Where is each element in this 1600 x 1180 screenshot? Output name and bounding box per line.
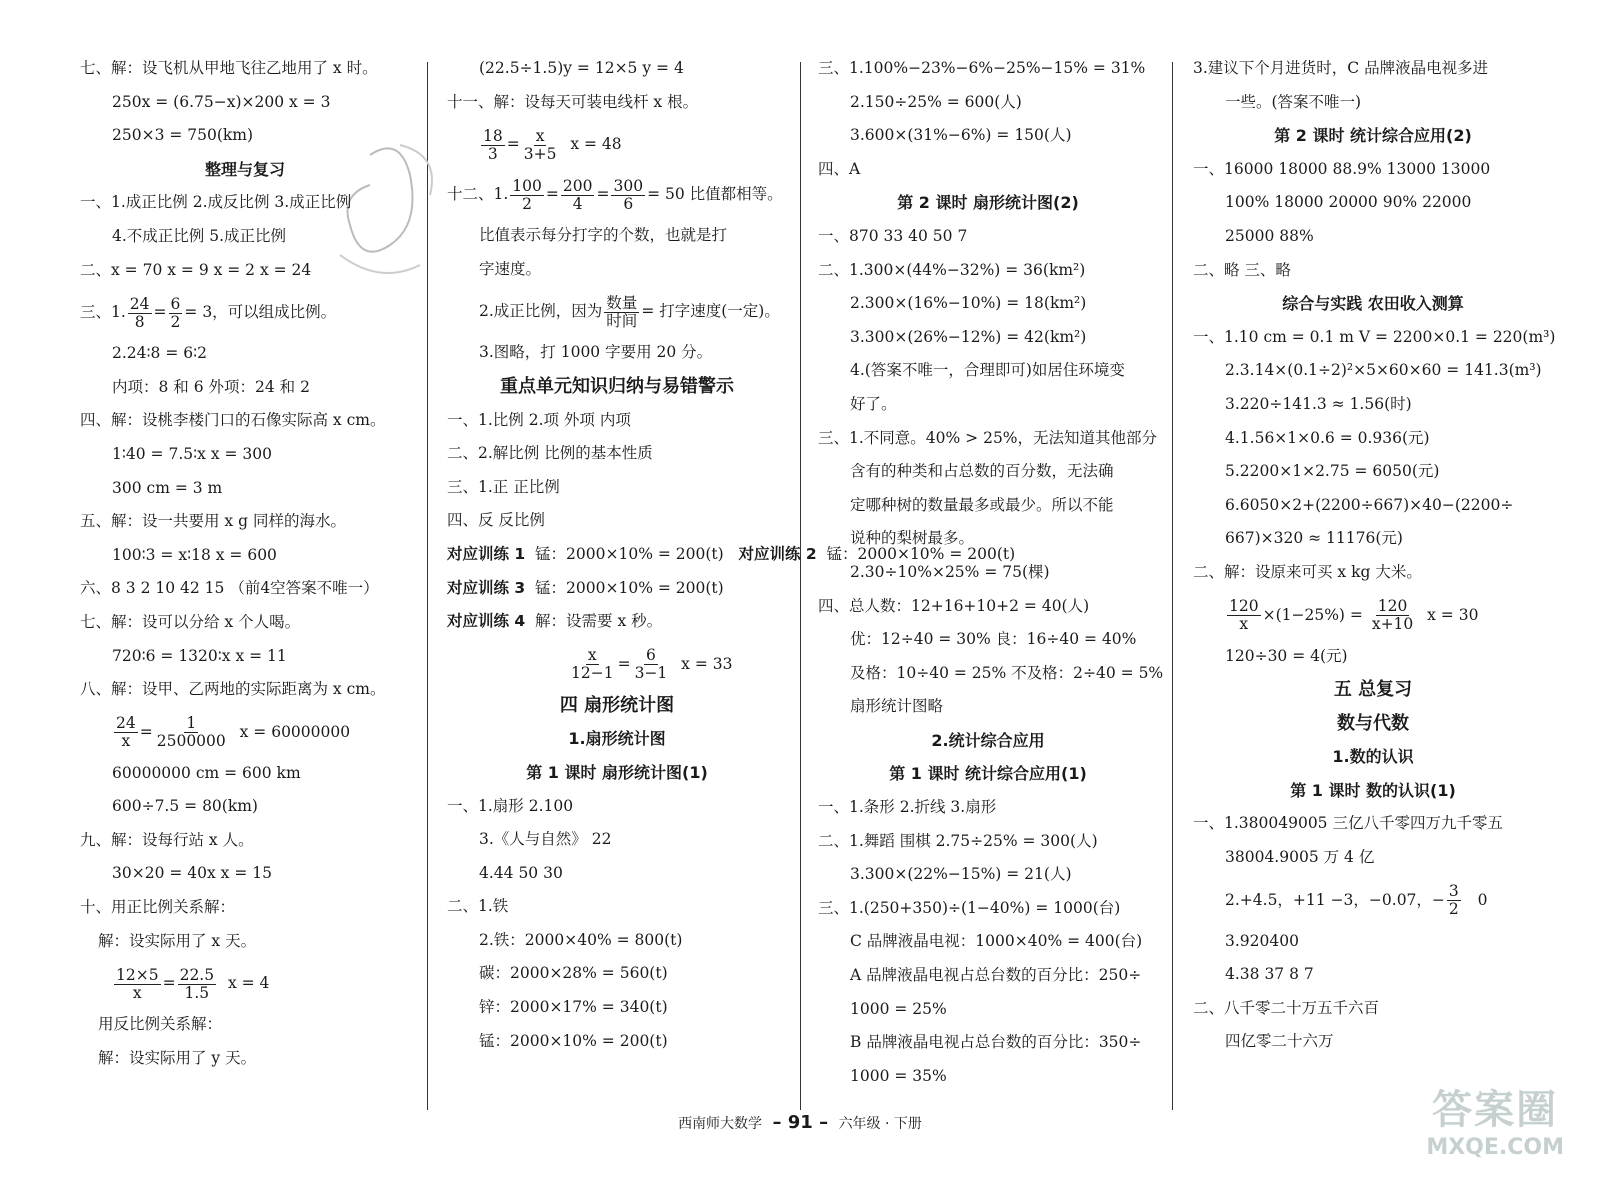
chapter-heading: 五 总复习 xyxy=(1333,679,1413,701)
fraction xyxy=(522,128,559,163)
answer-line: 六、8 3 2 10 42 15 （前4空答案不唯一） xyxy=(80,579,379,598)
section-heading: 1.数的认识 xyxy=(1332,747,1414,767)
answer-line: 三、1.不同意。40% > 25%，无法知道其他部分 xyxy=(818,428,1158,447)
answer-line: 38004.9005 万 4 亿 xyxy=(1225,848,1375,867)
fraction xyxy=(114,967,161,1002)
answer-line: 三、1. $\frac{24}{8}$ = $\frac{6}{2}$ = 3，可以组成比例。 xyxy=(80,294,337,331)
watermark-text: 答案圈 xyxy=(1432,1087,1559,1133)
answer-line: 好了。 xyxy=(850,394,897,413)
answer-line: 二、1.铁 xyxy=(447,897,509,916)
cross-mark: 锰：2000×10% = 200(t) xyxy=(535,544,724,563)
cross-mark: 锰：2000×10% = 200(t) xyxy=(826,544,1016,563)
answer-line: 比值表示每分打字的个数，也就是打 xyxy=(479,226,728,245)
answer-line: 九、解：设每行站 x 人。 xyxy=(80,830,254,849)
answer-line: 30×20 = 40x x = 15 xyxy=(112,864,272,883)
numerator: 22.5 xyxy=(179,965,215,984)
answer-line: 25000 88% xyxy=(1225,226,1314,245)
fraction xyxy=(114,715,138,750)
answer-text: x = 48 xyxy=(570,135,622,154)
answer-text: = 打字速度(一定)。 xyxy=(641,302,780,321)
item-label: 三、1. xyxy=(80,303,126,322)
answer-line: 100∶3 = x∶18 x = 600 xyxy=(112,545,277,564)
answer-line: 250×3 = 750(km) xyxy=(112,126,254,145)
answer-line xyxy=(1193,875,1553,925)
denominator: x xyxy=(121,732,131,751)
numerator: x xyxy=(587,646,597,665)
numerator: x xyxy=(535,126,545,145)
answer-line: 一、870 33 40 50 7 xyxy=(818,226,968,245)
answer-line: 解：设实际用了 x 天。 xyxy=(98,931,257,950)
answer-line: 二、2.解比例 比例的基本性质 xyxy=(447,444,653,463)
denominator: 1.5 xyxy=(184,983,210,1002)
answer-line: 锰：2000×10% = 200(t) xyxy=(479,1031,668,1050)
answer-line: 说种的梨树最多。 xyxy=(850,529,975,548)
answer-line: 300 cm = 3 m xyxy=(112,478,223,497)
answer-line: 一、1.扇形 2.100 xyxy=(447,796,574,815)
answer-line: B 品牌液晶电视占总台数的百分比：350÷ xyxy=(850,1033,1142,1052)
denominator: x xyxy=(132,983,142,1002)
answer-line: 2.150÷25% = 600(人) xyxy=(850,92,1022,111)
answer-line: 二、八千零二十万五千六百 xyxy=(1193,998,1380,1017)
answer-line: 含有的种类和占总数的百分数，无法确 xyxy=(850,462,1114,481)
answer-line: 4.44 50 30 xyxy=(479,863,563,882)
answer-line: 一、1.380049005 三亿八千零四万九千零五 xyxy=(1193,814,1503,833)
denominator: 8 xyxy=(134,312,145,331)
answer-line: 及格：10÷40 = 25% 不及格：2÷40 = 5% xyxy=(850,663,1164,682)
answer-line: 二、1.舞蹈 围棋 2.75÷25% = 300(人) xyxy=(818,831,1098,850)
answer-line: 十一、解：设每天可装电线杆 x 根。 xyxy=(447,92,699,111)
answer-line: 1∶40 = 7.5∶x x = 300 xyxy=(112,444,272,463)
training-label: 对应训练 1 xyxy=(447,544,526,563)
section-heading: 综合与实践 农田收入测算 xyxy=(1282,294,1464,314)
fraction xyxy=(510,178,544,213)
answer-line: 优：12÷40 = 30% 良：16÷40 = 40% xyxy=(850,630,1137,649)
answer-line: 十二、1. $\frac{100}{2}$ = $\frac{200}{4}$ = $\frac{300}{6}$ = 50 比值都相等。 xyxy=(447,176,783,213)
answer-line: A 品牌液晶电视占总台数的百分比：250÷ xyxy=(850,966,1142,985)
column-divider xyxy=(1172,62,1173,1110)
numerator: 3 xyxy=(1448,882,1459,901)
answer-line: 四、总人数：12+16+10+2 = 40(人) xyxy=(818,596,1090,615)
answer-line xyxy=(1193,590,1553,640)
denominator: 2500000 xyxy=(156,732,226,751)
numerator: 100 xyxy=(512,176,542,195)
answer-line: 2.24∶8 = 6∶2 xyxy=(112,344,208,363)
numerator: 1 xyxy=(186,714,197,733)
answer-line: 一、1.比例 2.项 外项 内项 xyxy=(447,410,631,429)
answer-line: 250x = (6.75−x)×200 x = 3 xyxy=(112,92,331,111)
answer-line: 四、反 反比例 xyxy=(447,511,545,530)
answer-line xyxy=(447,605,787,639)
answer-line: 2.3.14×(0.1÷2)²×5×60×60 = 141.3(m³) xyxy=(1225,361,1542,380)
answer-line: $\frac{x}{12-1}$ = $\frac{6}{3-1}$ x = 33 xyxy=(571,646,733,683)
answer-line: 60000000 cm = 600 km xyxy=(112,763,301,782)
fraction xyxy=(178,967,217,1002)
denominator: 12−1 xyxy=(571,664,614,683)
fraction xyxy=(561,178,595,213)
denominator: 4 xyxy=(572,194,583,213)
answer-line: 3.920400 xyxy=(1225,931,1299,950)
answer-line: 定哪种树的数量最多或最少。所以不能 xyxy=(850,495,1114,514)
answer-line: 一、1.成正比例 2.成反比例 3.成正比例 xyxy=(80,193,352,212)
answer-line: 一些。(答案不唯一) xyxy=(1225,92,1362,111)
answer-line: 八、解：设甲、乙两地的实际距离为 x cm。 xyxy=(80,680,386,699)
answer-line: 6.6050×2+(2200÷667)×40−(2200÷ xyxy=(1225,495,1514,514)
answer-line: 一、1.10 cm = 0.1 m V = 2200×0.1 = 220(m³) xyxy=(1193,327,1556,346)
numerator: 200 xyxy=(562,176,593,195)
answer-line: $\frac{12\times 5}{x}$ = $\frac{22.5}{1.5}$ x = 4 xyxy=(116,965,270,1002)
lesson-heading: 第 2 课时 扇形统计图(2) xyxy=(897,193,1079,213)
answer-text: 2.成正比例，因为 xyxy=(479,302,603,321)
section-heading: 整理与复习 xyxy=(204,159,285,179)
answer-line: 四、A xyxy=(818,159,861,178)
answer-line: 三、1.正 正比例 xyxy=(447,477,560,496)
answer-line: 用反比例关系解： xyxy=(98,1015,223,1034)
answer-text: 2.+4.5，+11 −3，−0.07，− xyxy=(1225,890,1445,909)
numerator: 24 xyxy=(129,294,150,313)
fraction xyxy=(1227,598,1261,633)
answer-text: x = 30 xyxy=(1427,605,1479,624)
answer-column-1 xyxy=(80,52,410,1075)
watermark-url: MXQE.COM xyxy=(1426,1135,1564,1160)
answer-line: 扇形统计图略 xyxy=(850,697,944,716)
answer-line: 三、1.(250+350)÷(1−40%) = 1000(台) xyxy=(818,898,1121,917)
column-divider xyxy=(800,62,801,1110)
answer-text: = 3，可以组成比例。 xyxy=(184,303,337,322)
answer-line: 碳：2000×28% = 560(t) xyxy=(479,964,668,983)
denominator: 2 xyxy=(522,194,533,213)
publisher-label: 西南师大数学 xyxy=(678,1116,763,1132)
lesson-heading: 第 1 课时 数的认识(1) xyxy=(1290,780,1456,800)
denominator: 2 xyxy=(170,312,181,331)
lesson-heading: 第 1 课时 统计综合应用(1) xyxy=(889,764,1087,784)
answer-line: 667)×320 ≈ 11176(元) xyxy=(1225,529,1403,548)
fraction xyxy=(611,178,645,213)
answer-line xyxy=(447,286,787,336)
numerator: 12×5 xyxy=(116,965,159,984)
answer-line: 解：设实际用了 y 天。 xyxy=(98,1048,257,1067)
answer-line: 四、解：设桃李楼门口的石像实际高 x cm。 xyxy=(80,411,386,430)
answer-line: 4.38 37 8 7 xyxy=(1225,965,1314,984)
answer-line: 5.2200×1×2.75 = 6050(元) xyxy=(1225,462,1440,481)
answer-line: 4.不成正比例 5.成正比例 xyxy=(112,226,287,245)
answer-column-4 xyxy=(1193,52,1556,1059)
answer-line: 字速度。 xyxy=(479,259,542,278)
answer-line: 一、16000 18000 88.9% 13000 13000 xyxy=(1193,159,1491,178)
numerator: 24 xyxy=(116,714,136,733)
answer-line: 3.220÷141.3 ≈ 1.56(时) xyxy=(1225,394,1412,413)
answer-line: 4.1.56×1×0.6 = 0.936(元) xyxy=(1225,428,1430,447)
denominator: x xyxy=(1239,615,1249,633)
fraction xyxy=(1370,598,1415,633)
answer-text: x = 60000000 xyxy=(239,722,351,741)
answer-line: 二、1.300×(44%−32%) = 36(km²) xyxy=(818,260,1086,279)
fraction xyxy=(128,296,152,331)
answer-line: $\frac{24}{x}$ = $\frac{1}{2500000}$ x = 60000000 xyxy=(116,714,351,751)
answer-line: 五、解：设一共要用 x g 同样的海水。 xyxy=(80,512,346,531)
answer-line: 3.建议下个月进货时，C 品牌液晶电视多进 xyxy=(1193,59,1489,77)
fraction xyxy=(604,295,639,330)
answer-text: 解：设需要 x 秒。 xyxy=(535,612,663,631)
numerator: 120 xyxy=(1377,597,1408,615)
fraction xyxy=(569,647,616,682)
item-label: 十二、1. xyxy=(447,185,509,204)
answer-line: 3.300×(26%−12%) = 42(km²) xyxy=(850,327,1087,346)
answer-line: 1000 = 25% xyxy=(850,999,947,1018)
answer-text: = 50 比值都相等。 xyxy=(647,185,783,204)
numerator: 6 xyxy=(646,646,656,665)
fraction xyxy=(1447,883,1461,918)
training-label: 对应训练 3 xyxy=(447,578,526,597)
answer-text: 0 xyxy=(1477,890,1488,909)
page-footer xyxy=(0,1112,1600,1133)
answer-line: 十、用正比例关系解： xyxy=(80,898,236,917)
answer-line: 2.铁：2000×40% = 800(t) xyxy=(479,930,683,949)
section-heading: 数与代数 xyxy=(1337,712,1409,734)
answer-line: $\frac{18}{3}$ = $\frac{x}{3+5}$ x = 48 xyxy=(483,126,622,163)
answer-line: 1000 = 35% xyxy=(850,1066,947,1085)
answer-line: 七、解：设可以分给 x 个人喝。 xyxy=(80,612,301,631)
numerator: 300 xyxy=(613,176,644,195)
answer-line: (22.5÷1.5)y = 12×5 y = 4 xyxy=(479,59,684,77)
answer-line: 2.300×(16%−10%) = 18(km²) xyxy=(850,294,1087,313)
lesson-heading: 第 1 课时 扇形统计图(1) xyxy=(526,762,708,782)
denominator: x+10 xyxy=(1371,615,1414,633)
section-heading: 2.统计综合应用 xyxy=(931,730,1045,750)
answer-line: 600÷7.5 = 80(km) xyxy=(112,797,258,816)
fraction xyxy=(633,647,670,682)
section-heading: 1.扇形统计图 xyxy=(568,729,666,749)
answer-line: 锌：2000×17% = 340(t) xyxy=(479,998,668,1017)
answer-line: 120÷30 = 4(元) xyxy=(1225,646,1348,665)
answer-line: 四亿零二十六万 xyxy=(1225,1032,1334,1051)
answer-line: 3.《人与自然》 22 xyxy=(479,830,612,849)
denominator: 时间 xyxy=(606,311,638,330)
grade-label: 六年级 · 下册 xyxy=(838,1116,922,1132)
answer-text: x = 33 xyxy=(681,654,733,673)
fraction xyxy=(169,296,183,331)
answer-line: 三、1.100%−23%−6%−25%−15% = 31% xyxy=(818,59,1146,77)
section-heading: 重点单元知识归纳与易错警示 xyxy=(500,375,734,397)
answer-line: 一、1.条形 2.折线 3.扇形 xyxy=(818,798,997,817)
page-number: – 91 – xyxy=(772,1112,829,1133)
numerator: 数量 xyxy=(606,293,638,312)
lesson-heading: 第 2 课时 统计综合应用(2) xyxy=(1274,126,1472,146)
denominator: 3 xyxy=(487,144,498,163)
fraction xyxy=(481,128,505,163)
answer-line: 内项：8 和 6 外项：24 和 2 xyxy=(112,377,310,396)
answer-line: 二、x = 70 x = 9 x = 2 x = 24 xyxy=(80,260,312,279)
answer-text: x = 4 xyxy=(227,974,270,993)
answer-line: 2.30÷10%×25% = 75(棵) xyxy=(850,562,1050,581)
watermark-logo xyxy=(1426,1078,1564,1160)
numerator: 6 xyxy=(170,294,181,313)
answer-line: 100% 18000 20000 90% 22000 xyxy=(1225,193,1472,212)
answer-line: C 品牌液晶电视：1000×40% = 400(台) xyxy=(850,932,1143,951)
numerator: 120 xyxy=(1229,597,1259,615)
answer-text: ×(1−25%) = xyxy=(1262,605,1368,624)
answer-line: 二、略 三、略 xyxy=(1193,260,1291,279)
answer-line: 3.图略，打 1000 字要用 20 分。 xyxy=(479,343,713,362)
denominator: 3+5 xyxy=(523,144,557,163)
fraction xyxy=(155,715,228,750)
training-label: 对应训练 2 xyxy=(738,544,817,563)
denominator: 2 xyxy=(1448,900,1459,919)
numerator: 18 xyxy=(483,126,503,145)
chapter-heading: 四 扇形统计图 xyxy=(559,694,675,716)
denominator: 6 xyxy=(623,194,634,213)
answer-line: 720∶6 = 1320∶x x = 11 xyxy=(112,646,287,665)
answer-line xyxy=(447,572,787,606)
answer-line: 七、解：设飞机从甲地飞往乙地用了 x 时。 xyxy=(80,59,378,77)
training-label: 对应训练 4 xyxy=(447,612,526,631)
answer-line: 3.600×(31%−6%) = 150(人) xyxy=(850,126,1072,145)
answer-line: 3.300×(22%−15%) = 21(人) xyxy=(850,865,1072,884)
answer-column-3 xyxy=(818,52,1164,1093)
denominator: 3−1 xyxy=(634,664,668,683)
answer-line: 二、解：设原来可买 x kg 大米。 xyxy=(1193,562,1422,581)
cross-mark: 锰：2000×10% = 200(t) xyxy=(535,578,724,597)
answer-line: 4.(答案不唯一，合理即可)如居住环境变 xyxy=(850,361,1125,380)
